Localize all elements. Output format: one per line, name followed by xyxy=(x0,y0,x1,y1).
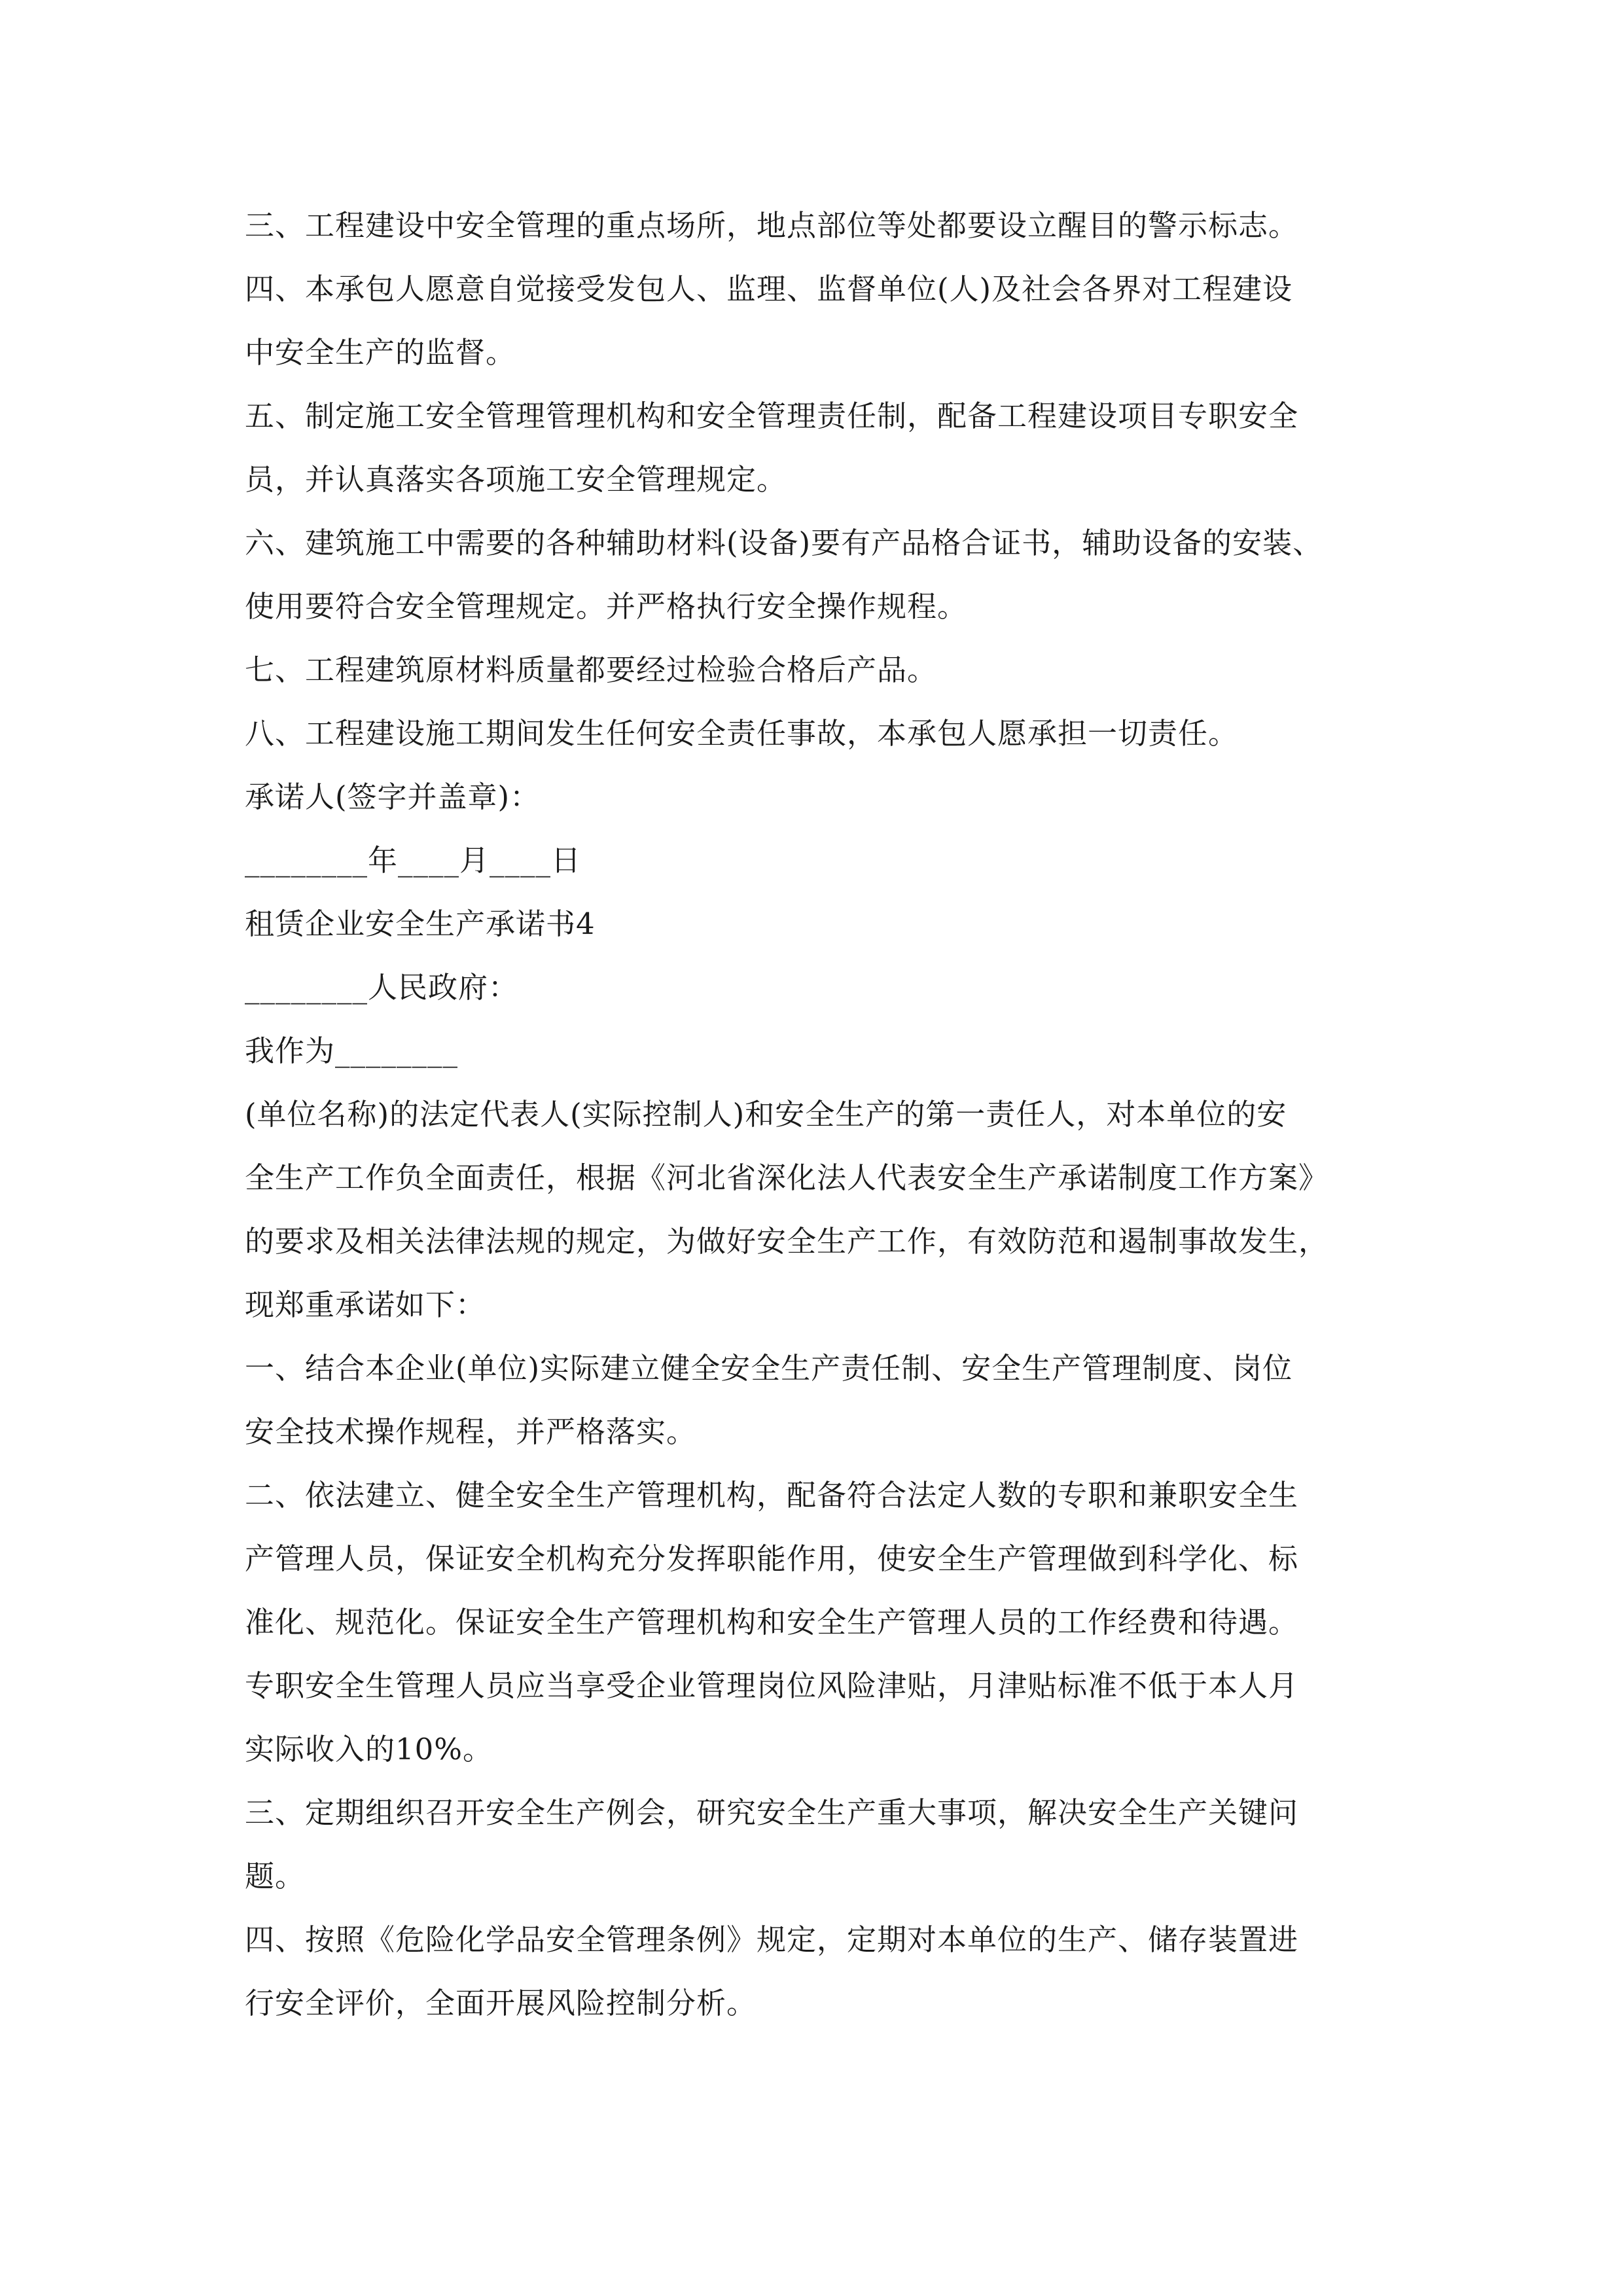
text-line: 全生产工作负全面责任，根据《河北省深化法人代表安全生产承诺制度工作方案》 xyxy=(245,1160,1329,1195)
text-line: 实际收入的10%。 xyxy=(245,1732,493,1767)
section-title: 租赁企业安全生产承诺书4 xyxy=(245,906,596,941)
text-line: 现郑重承诺如下： xyxy=(245,1287,486,1322)
date-blank: ________年____月____日 xyxy=(245,843,582,878)
text-line: 六、建筑施工中需要的各种辅助材料(设备)要有产品格合证书，辅助设备的安装、 xyxy=(245,526,1323,560)
text-line: 二、依法建立、健全安全生产管理机构，配备符合法定人数的专职和兼职安全生 xyxy=(245,1478,1299,1513)
text-line: 七、工程建筑原材料质量都要经过检验合格后产品。 xyxy=(245,653,938,687)
text-line: 中安全生产的监督。 xyxy=(245,335,516,370)
text-line: 使用要符合安全管理规定。并严格执行安全操作规程。 xyxy=(245,589,968,624)
addressee: ________人民政府： xyxy=(245,970,519,1005)
text-line: 三、定期组织召开安全生产例会，研究安全生产重大事项，解决安全生产关键问 xyxy=(245,1795,1299,1830)
signature-label: 承诺人(签字并盖章)： xyxy=(245,780,541,814)
text-line: 产管理人员，保证安全机构充分发挥职能作用，使安全生产管理做到科学化、标 xyxy=(245,1541,1299,1576)
text-line: 安全技术操作规程，并严格落实。 xyxy=(245,1414,697,1449)
text-line: 一、结合本企业(单位)实际建立健全安全生产责任制、安全生产管理制度、岗位 xyxy=(245,1351,1293,1386)
text-line: 我作为________ xyxy=(245,1033,459,1068)
text-line: 员，并认真落实各项施工安全管理规定。 xyxy=(245,462,787,497)
text-line: 三、工程建设中安全管理的重点场所，地点部位等处都要设立醒目的警示标志。 xyxy=(245,208,1299,243)
text-line: 专职安全生管理人员应当享受企业管理岗位风险津贴，月津贴标准不低于本人月 xyxy=(245,1668,1299,1703)
text-line: (单位名称)的法定代表人(实际控制人)和安全生产的第一责任人，对本单位的安 xyxy=(245,1097,1287,1132)
text-line: 四、本承包人愿意自觉接受发包人、监理、监督单位(人)及社会各界对工程建设 xyxy=(245,272,1293,306)
text-line: 准化、规范化。保证安全生产管理机构和安全生产管理人员的工作经费和待遇。 xyxy=(245,1605,1299,1640)
document-body xyxy=(245,194,1397,2035)
text-line: 八、工程建设施工期间发生任何安全责任事故，本承包人愿承担一切责任。 xyxy=(245,716,1239,751)
text-line: 的要求及相关法律法规的规定，为做好安全生产工作，有效防范和遏制事故发生， xyxy=(245,1224,1329,1259)
text-line: 题。 xyxy=(245,1859,306,1893)
text-line: 五、制定施工安全管理管理机构和安全管理责任制，配备工程建设项目专职安全 xyxy=(245,399,1299,433)
text-line: 行安全评价，全面开展风险控制分析。 xyxy=(245,1986,757,2020)
text-line: 四、按照《危险化学品安全管理条例》规定，定期对本单位的生产、储存装置进 xyxy=(245,1922,1299,1957)
